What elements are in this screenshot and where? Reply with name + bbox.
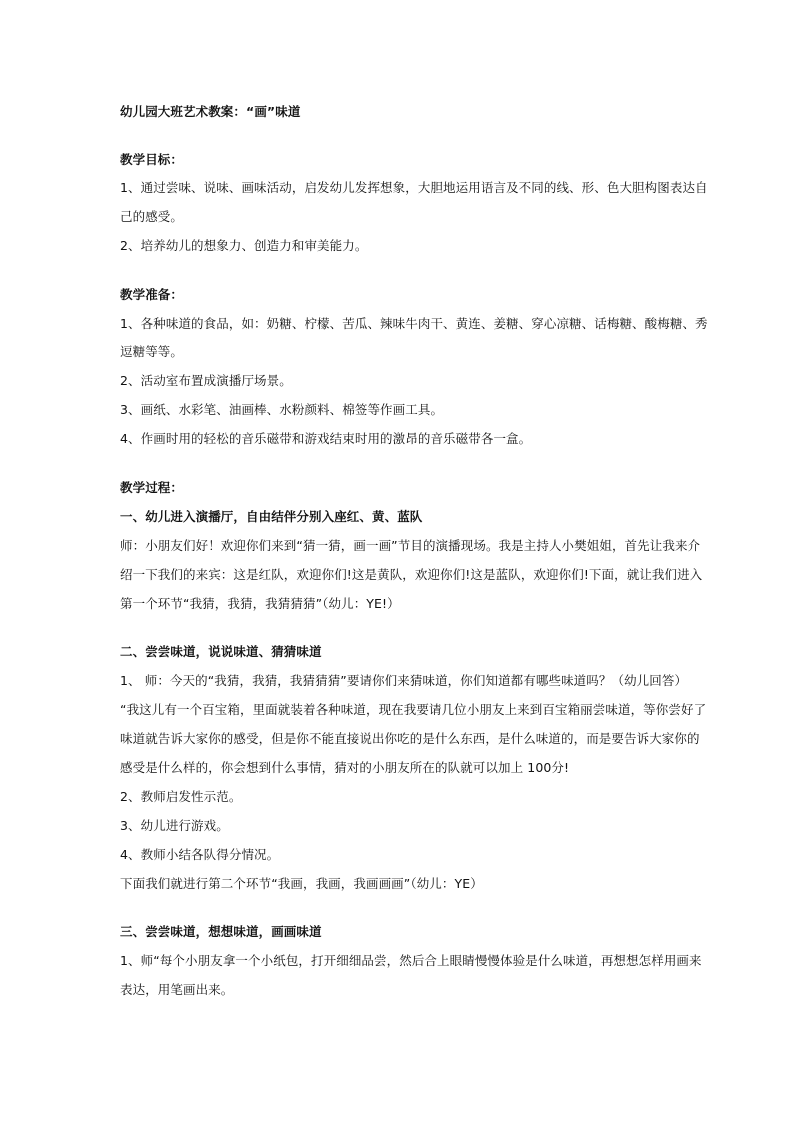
paragraph: 师：小朋友们好！欢迎你们来到“猜一猜，画一画”节目的演播现场。我是主持人小樊姐姐，首先让我来介: [120, 538, 701, 553]
paragraph: 下面我们就进行第二个环节“我画，我画，我画画画”（幼儿：YE）: [120, 876, 483, 891]
section-heading: 二、尝尝味道，说说味道、猜猜味道: [120, 644, 322, 659]
paragraph: 1、师“每个小朋友拿一个小纸包，打开细细品尝，然后合上眼睛慢慢体验是什么味道，再想想怎样用画来: [120, 953, 702, 968]
paragraph: 味道就告诉大家你的感受，但是你不能直接说出你吃的是什么东西，是什么味道的，而是要告诉大家你的: [120, 731, 700, 746]
paragraph: 2、教师启发性示范。: [120, 789, 242, 804]
paragraph: 1、通过尝味、说味、画味活动，启发幼儿发挥想象，大胆地运用语言及不同的线、形、色大胆构图表达自: [120, 180, 708, 195]
paragraph: 第一个环节“我猜，我猜，我猜猜猜”（幼儿：YE!）: [120, 596, 400, 611]
document-title: 幼儿园大班艺术教案：“画”味道: [120, 104, 301, 119]
paragraph: 感受是什么样的，你会想到什么事情，猜对的小朋友所在的队就可以加上 100分!: [120, 760, 570, 775]
objectives-heading: 教学目标：: [120, 152, 184, 167]
section-heading: 一、幼儿进入演播厅，自由结伴分别入座红、黄、蓝队: [120, 509, 423, 524]
paragraph: 表达，用笔画出来。: [120, 982, 234, 997]
paragraph: 1、 师：今天的“我猜，我猜，我猜猜猜”要请你们来猜味道，你们知道都有哪些味道吗？（幼儿回答）: [120, 673, 688, 688]
paragraph: “我这儿有一个百宝箱，里面就装着各种味道，现在我要请几位小朋友上来到百宝箱丽尝味道，等你尝好了: [120, 702, 707, 717]
preparation-heading: 教学准备：: [120, 287, 184, 302]
paragraph: 3、画纸、水彩笔、油画棒、水粉颜料、棉签等作画工具。: [120, 402, 444, 417]
paragraph: 4、教师小结各队得分情况。: [120, 847, 280, 862]
paragraph: 己的感受。: [120, 209, 184, 224]
paragraph: 逗糖等等。: [120, 344, 184, 359]
paragraph: 3、幼儿进行游戏。: [120, 818, 229, 833]
section-heading: 三、尝尝味道，想想味道，画画味道: [120, 924, 322, 939]
paragraph: 4、作画时用的轻松的音乐磁带和游戏结束时用的激昂的音乐磁带各一盒。: [120, 431, 532, 446]
paragraph: 绍一下我们的来宾：这是红队，欢迎你们!这是黄队，欢迎你们!这是蓝队，欢迎你们!下面，就让我们进入: [120, 567, 703, 582]
paragraph: 2、培养幼儿的想象力、创造力和审美能力。: [120, 238, 368, 253]
process-heading: 教学过程：: [120, 480, 184, 495]
paragraph: 2、活动室布置成演播厅场景。: [120, 373, 292, 388]
paragraph: 1、各种味道的食品，如：奶糖、柠檬、苦瓜、辣味牛肉干、黄连、姜糖、穿心凉糖、话梅糖、酸梅糖、秀: [120, 316, 708, 331]
